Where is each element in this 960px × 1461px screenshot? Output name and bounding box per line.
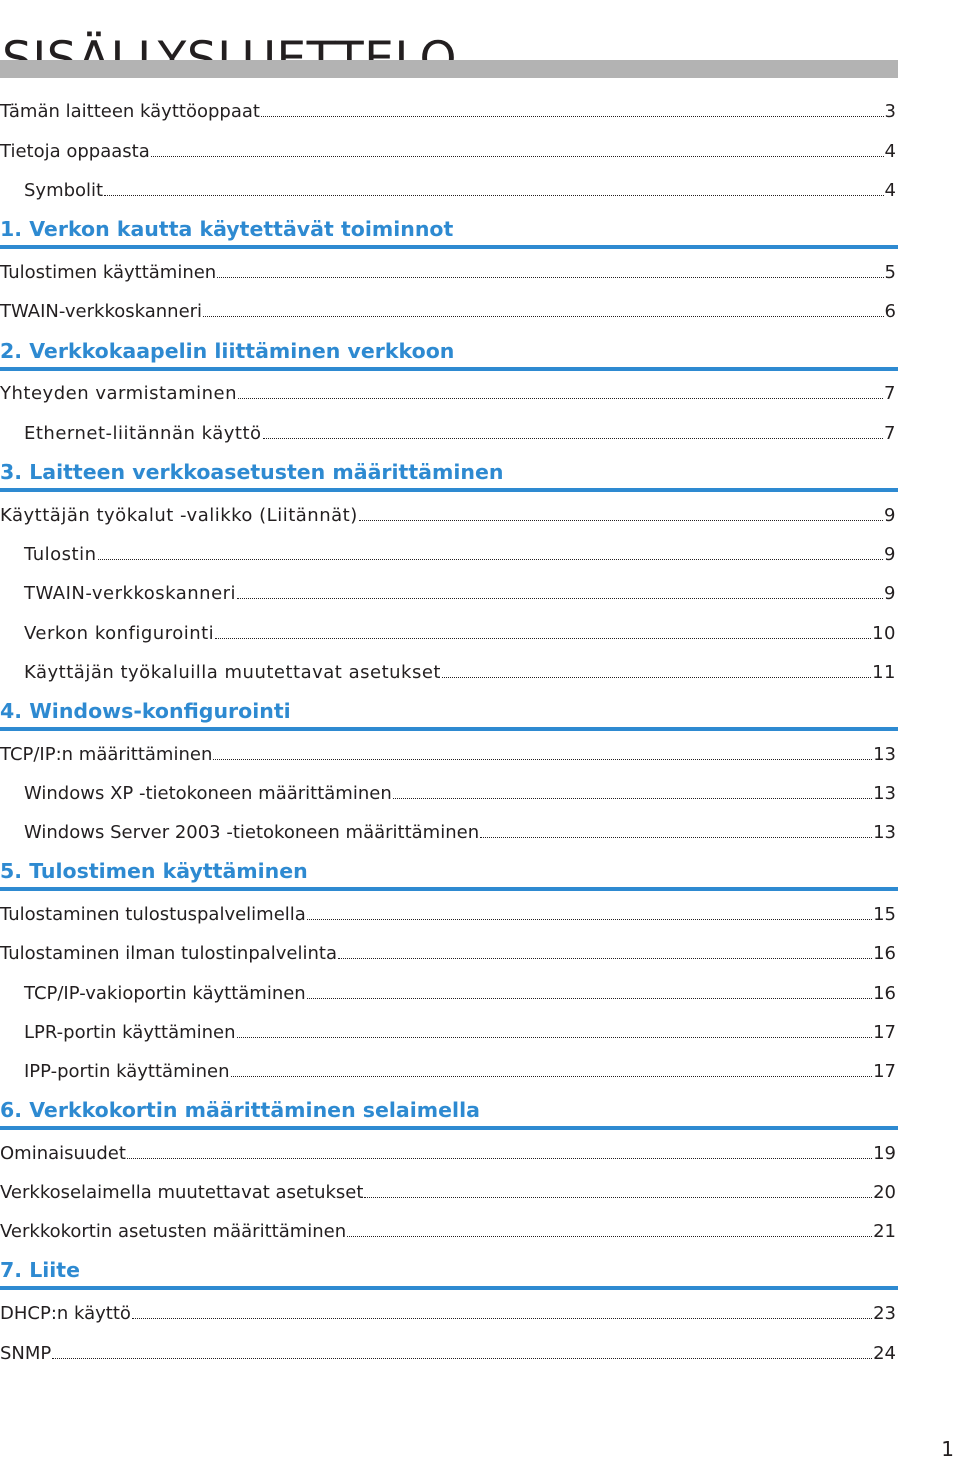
toc-subentry[interactable] [24,781,896,807]
chapter-title: 4. Windows-konfigurointi [0,699,291,723]
dot-leader [217,277,883,278]
toc-entry-page: 13 [873,783,896,804]
toc-entry-page: 17 [873,1061,896,1082]
toc-entry-page: 11 [872,662,896,683]
toc-entry-label: Tulostin [24,544,97,565]
toc-entry-page: 7 [884,423,896,444]
toc-subentry[interactable] [24,1059,896,1085]
chapter-rule [0,367,898,371]
toc-entry-label: Tämän laitteen käyttöoppaat [0,101,260,122]
toc-entry-page: 9 [884,583,896,604]
dot-leader [231,1076,873,1077]
dot-leader [132,1318,872,1319]
dot-leader [215,638,871,639]
chapter-rule [0,887,898,891]
chapter-heading[interactable] [0,458,898,492]
dot-leader [263,438,884,439]
chapter-heading[interactable] [0,337,898,371]
toc-entry[interactable] [0,1301,896,1327]
dot-leader [127,1158,872,1159]
toc-entry[interactable] [0,503,896,529]
dot-leader [261,116,884,117]
toc-subentry[interactable] [24,581,896,607]
chapter-title: 2. Verkkokaapelin liittäminen verkkoon [0,339,455,363]
toc-entry-page: 4 [884,141,896,162]
dot-leader [237,1037,873,1038]
chapter-rule [0,1126,898,1130]
toc-entry[interactable] [0,941,896,967]
toc-entry-label: TCP/IP-vakioportin käyttäminen [24,983,306,1004]
chapter-title: 1. Verkon kautta käytettävät toiminnot [0,217,454,241]
title-underline-bar [0,60,898,78]
chapter-rule [0,245,898,249]
toc-entry-page: 21 [873,1221,896,1242]
toc-entry-label: Tulostaminen ilman tulostinpalvelinta [0,943,337,964]
toc-subentry[interactable] [24,981,896,1007]
chapter-heading[interactable] [0,1256,898,1290]
toc-entry[interactable] [0,742,896,768]
toc-entry[interactable] [0,139,896,165]
toc-entry-label: Ominaisuudet [0,1143,126,1164]
toc-entry[interactable] [0,381,896,407]
toc-entry-label: Symbolit [24,180,104,201]
chapter-heading[interactable] [0,857,898,891]
toc-entry-label: Verkkoselaimella muutettavat asetukset [0,1182,364,1203]
dot-leader [393,798,872,799]
chapter-title: 3. Laitteen verkkoasetusten määrittäminen [0,460,504,484]
dot-leader [213,759,872,760]
dot-leader [307,919,872,920]
toc-entry[interactable] [0,99,896,125]
toc-entry-page: 4 [884,180,896,201]
toc-entry-page: 23 [873,1303,896,1324]
dot-leader [364,1197,872,1198]
chapter-heading[interactable] [0,215,898,249]
toc-entry-label: Windows XP -tietokoneen määrittäminen [24,783,392,804]
toc-entry[interactable] [0,902,896,928]
toc-entry-page: 16 [873,943,896,964]
chapter-heading[interactable] [0,1096,898,1130]
toc-entry[interactable] [0,1141,896,1167]
chapter-title: 5. Tulostimen käyttäminen [0,859,308,883]
dot-leader [52,1358,872,1359]
toc-entry[interactable] [0,299,896,325]
toc-subentry[interactable] [24,621,896,647]
page-number: 1 [941,1437,954,1461]
toc-entry-page: 13 [873,744,896,765]
toc-entry[interactable] [0,1341,896,1367]
toc-entry-label: Windows Server 2003 -tietokoneen määrittäminen [24,822,480,843]
dot-leader [480,837,872,838]
toc-entry-page: 7 [884,383,896,404]
toc-subentry[interactable] [24,820,896,846]
toc-entry-page: 17 [873,1022,896,1043]
toc-entry-label: Tietoja oppaasta [0,141,150,162]
toc-entry-label: TWAIN-verkkoskanneri [24,583,237,604]
toc-subentry[interactable] [24,660,896,686]
toc-entry-label: Tulostaminen tulostuspalvelimella [0,904,306,925]
toc-subentry[interactable] [24,421,896,447]
dot-leader [151,156,884,157]
dot-leader [238,398,883,399]
toc-entry-label: Yhteyden varmistaminen [0,383,238,404]
toc-entry-page: 3 [884,101,896,122]
dot-leader [347,1236,872,1237]
toc-entry-label: Tulostimen käyttäminen [0,262,217,283]
toc-entry[interactable] [0,1219,896,1245]
toc-entry-label: Verkkokortin asetusten määrittäminen [0,1221,347,1242]
toc-entry-page: 19 [873,1143,896,1164]
toc-entry-label: TCP/IP:n määrittäminen [0,744,213,765]
dot-leader [98,559,884,560]
dot-leader [237,598,883,599]
toc-entry-label: Käyttäjän työkaluilla muutettavat asetukset [24,662,441,683]
toc-entry-label: SNMP [0,1343,52,1364]
toc-entry-page: 9 [884,505,896,526]
chapter-rule [0,488,898,492]
toc-entry-label: IPP-portin käyttäminen [24,1061,230,1082]
toc-entry-label: Käyttäjän työkalut -valikko (Liitännät) [0,505,358,526]
toc-subentry[interactable] [24,178,896,204]
toc-entry-page: 20 [873,1182,896,1203]
chapter-rule [0,1286,898,1290]
dot-leader [307,998,872,999]
chapter-title: 7. Liite [0,1258,81,1282]
toc-entry-page: 6 [884,301,896,322]
toc-entry-page: 5 [884,262,896,283]
toc-entry-label: Ethernet-liitännän käyttö [24,423,262,444]
toc-entry-page: 15 [873,904,896,925]
toc-subentry[interactable] [24,542,896,568]
toc-entry-page: 9 [884,544,896,565]
dot-leader [338,958,872,959]
dot-leader [359,520,883,521]
chapter-heading[interactable] [0,697,898,731]
toc-entry-page: 16 [873,983,896,1004]
chapter-rule [0,727,898,731]
dot-leader [442,677,871,678]
chapter-title: 6. Verkkokortin määrittäminen selaimella [0,1098,480,1122]
toc-entry[interactable] [0,260,896,286]
toc-entry-label: LPR-portin käyttäminen [24,1022,236,1043]
toc-entry-label: Verkon konfigurointi [24,623,215,644]
toc-entry-label: DHCP:n käyttö [0,1303,131,1324]
dot-leader [104,195,883,196]
toc-entry-label: TWAIN-verkkoskanneri [0,301,203,322]
toc-entry-page: 24 [873,1343,896,1364]
toc-subentry[interactable] [24,1020,896,1046]
toc-entry[interactable] [0,1180,896,1206]
toc-entry-page: 10 [872,623,896,644]
dot-leader [203,316,883,317]
toc-entry-page: 13 [873,822,896,843]
